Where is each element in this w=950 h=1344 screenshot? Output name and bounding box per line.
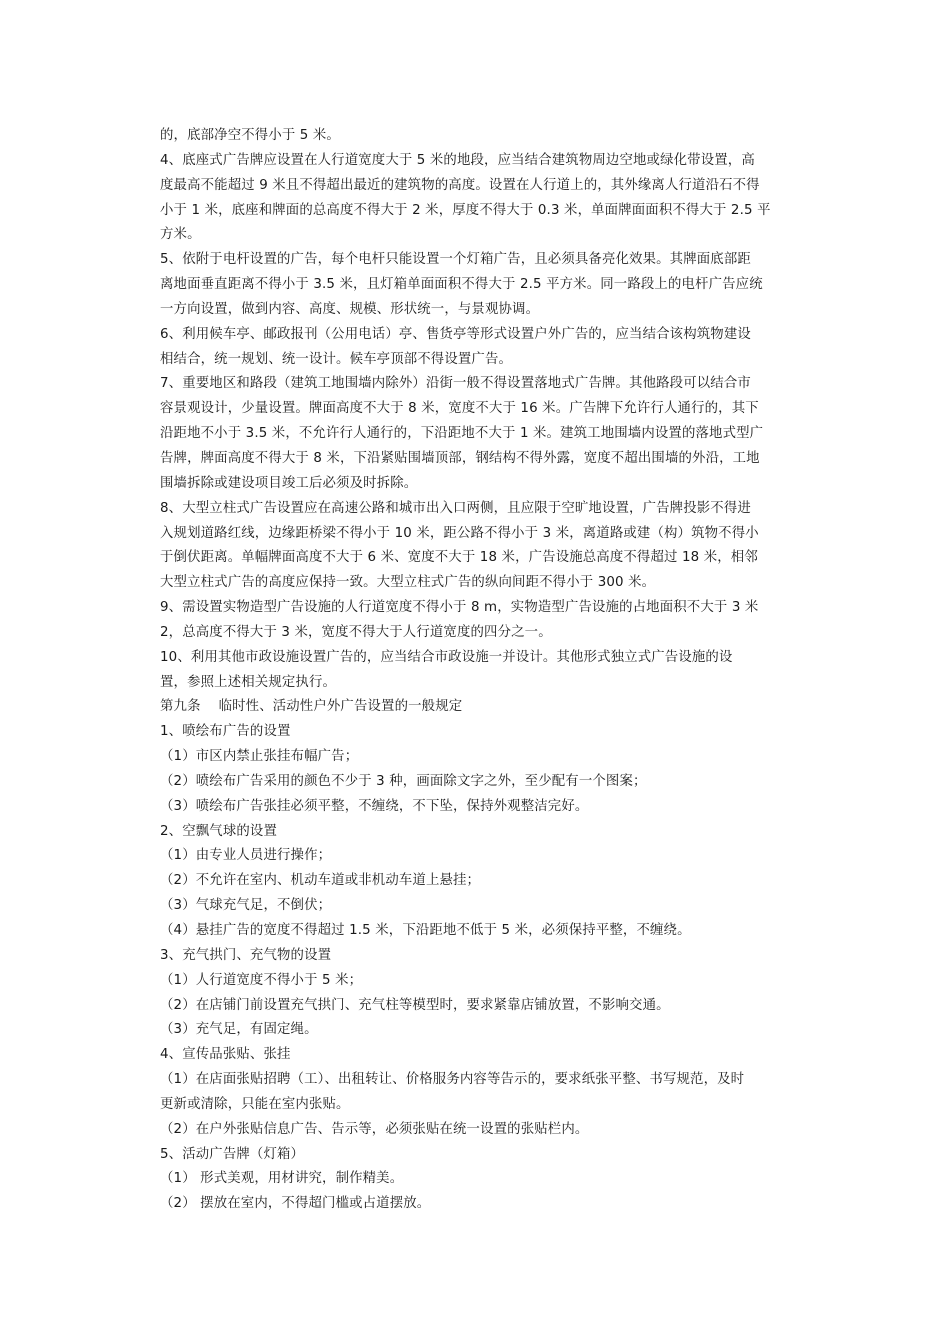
text-line: 相结合，统一规划、统一设计。候车亭顶部不得设置广告。 (160, 351, 513, 367)
text-line: 入规划道路红线，边缘距桥梁不得小于 10 米，距公路不得小于 3 米，离道路或建（构）筑物不得小 (160, 525, 759, 541)
text-line: （1）由专业人员进行操作； (160, 848, 332, 864)
text-line: （1）市区内禁止张挂布幅广告； (160, 749, 359, 765)
text-line: （3）喷绘布广告张挂必须平整，不缠绕，不下坠，保持外观整洁完好。 (160, 798, 589, 814)
text-line: （2）在户外张贴信息广告、告示等，必须张贴在统一设置的张贴栏内。 (160, 1121, 589, 1137)
text-line: 围墙拆除或建设项目竣工后必须及时拆除。 (160, 475, 418, 491)
text-line: 2、空飘气球的设置 (160, 823, 277, 839)
text-line: 离地面垂直距离不得小于 3.5 米，且灯箱单面面积不得大于 2.5 平方米。同一路段上的电杆广告应统 (160, 277, 763, 293)
text-line: 更新或清除，只能在室内张贴。 (160, 1096, 350, 1112)
text-line: （2）在店铺门前设置充气拱门、充气柱等模型时，要求紧靠店铺放置，不影响交通。 (160, 997, 670, 1013)
text-line: （1） 形式美观，用材讲究，制作精美。 (160, 1171, 404, 1187)
text-line: （2）不允许在室内、机动车道或非机动车道上悬挂； (160, 873, 481, 889)
text-line: 容景观设计，少量设置。牌面高度不大于 8 米，宽度不大于 16 米。广告牌下允许行人通行的，其下 (160, 401, 759, 417)
text-line: 告牌，牌面高度不得大于 8 米，下沿紧贴围墙顶部，钢结构不得外露，宽度不超出围墙的外沿，工地 (160, 450, 760, 466)
text-line: （3）气球充气足，不倒伏； (160, 898, 332, 914)
text-line: 小于 1 米，底座和牌面的总高度不得大于 2 米，厚度不得大于 0.3 米，单面牌面面积不得大于 2.5 平 (160, 202, 771, 218)
text-line: 的，底部净空不得小于 5 米。 (160, 128, 340, 143)
text-line: 6、利用候车亭、邮政报刊（公用电话）亭、售货亭等形式设置户外广告的，应当结合该构筑物建设 (160, 326, 751, 342)
text-line: 9、需设置实物造型广告设施的人行道宽度不得小于 8 m，实物造型广告设施的占地面积不大于 3 米 (160, 600, 759, 616)
text-line: 2，总高度不得大于 3 米，宽度不得大于人行道宽度的四分之一。 (160, 624, 552, 640)
text-line: 4、底座式广告牌应设置在人行道宽度大于 5 米的地段，应当结合建筑物周边空地或绿化带设置，高 (160, 152, 755, 168)
text-line: 5、依附于电杆设置的广告，每个电杆只能设置一个灯箱广告，且必须具备亮化效果。其牌面底部距 (160, 252, 751, 268)
text-line: 10、利用其他市政设施设置广告的，应当结合市政设施一并设计。其他形式独立式广告设施的设 (160, 649, 733, 665)
text-line: 方米。 (160, 227, 201, 243)
text-line: 沿距地不小于 3.5 米，不允许行人通行的，下沿距地不大于 1 米。建筑工地围墙内设置的落地式型广 (160, 426, 764, 442)
text-line: 3、充气拱门、充气物的设置 (160, 947, 332, 963)
text-line: （4）悬挂广告的宽度不得超过 1.5 米，下沿距地不低于 5 米，必须保持平整，不缠绕。 (160, 923, 691, 938)
text-line: 4、宣传品张贴、张挂 (160, 1047, 291, 1063)
text-line: 大型立柱式广告的高度应保持一致。大型立柱式广告的纵向间距不得小于 300 米。 (160, 575, 656, 591)
text-line: （2）喷绘布广告采用的颜色不少于 3 种，画面除文字之外，至少配有一个图案； (160, 773, 647, 789)
text-line: （2） 摆放在室内，不得超门槛或占道摆放。 (160, 1196, 431, 1212)
text-line: （1）在店面张贴招聘（工）、出租转让、价格服务内容等告示的，要求纸张平整、书写规范，及时 (160, 1072, 745, 1088)
text-lines (160, 124, 792, 1217)
text-line: 一方向设置，做到内容、高度、规模、形状统一，与景观协调。 (160, 301, 540, 317)
document-body (160, 124, 792, 1217)
text-line: 于倒伏距离。单幅牌面高度不大于 6 米、宽度不大于 18 米，广告设施总高度不得超过 18 米，相邻 (160, 550, 758, 566)
text-line: 第九条 临时性、活动性户外广告设置的一般规定 (160, 699, 463, 715)
text-line: （1）人行道宽度不得小于 5 米； (160, 972, 363, 988)
text-line: 8、大型立柱式广告设置应在高速公路和城市出入口两侧，且应限于空旷地设置，广告牌投影不得进 (160, 500, 751, 516)
text-line: 5、活动广告牌（灯箱） (160, 1146, 305, 1162)
text-line: （3）充气足，有固定绳。 (160, 1022, 318, 1038)
text-line: 度最高不能超过 9 米且不得超出最近的建筑物的高度。设置在人行道上的，其外缘离人行道沿石不得 (160, 177, 760, 193)
text-line: 7、重要地区和路段（建筑工地围墙内除外）沿街一般不得设置落地式广告牌。其他路段可以结合市 (160, 376, 751, 392)
text-line: 1、喷绘布广告的设置 (160, 724, 291, 740)
text-line: 置，参照上述相关规定执行。 (160, 674, 337, 690)
